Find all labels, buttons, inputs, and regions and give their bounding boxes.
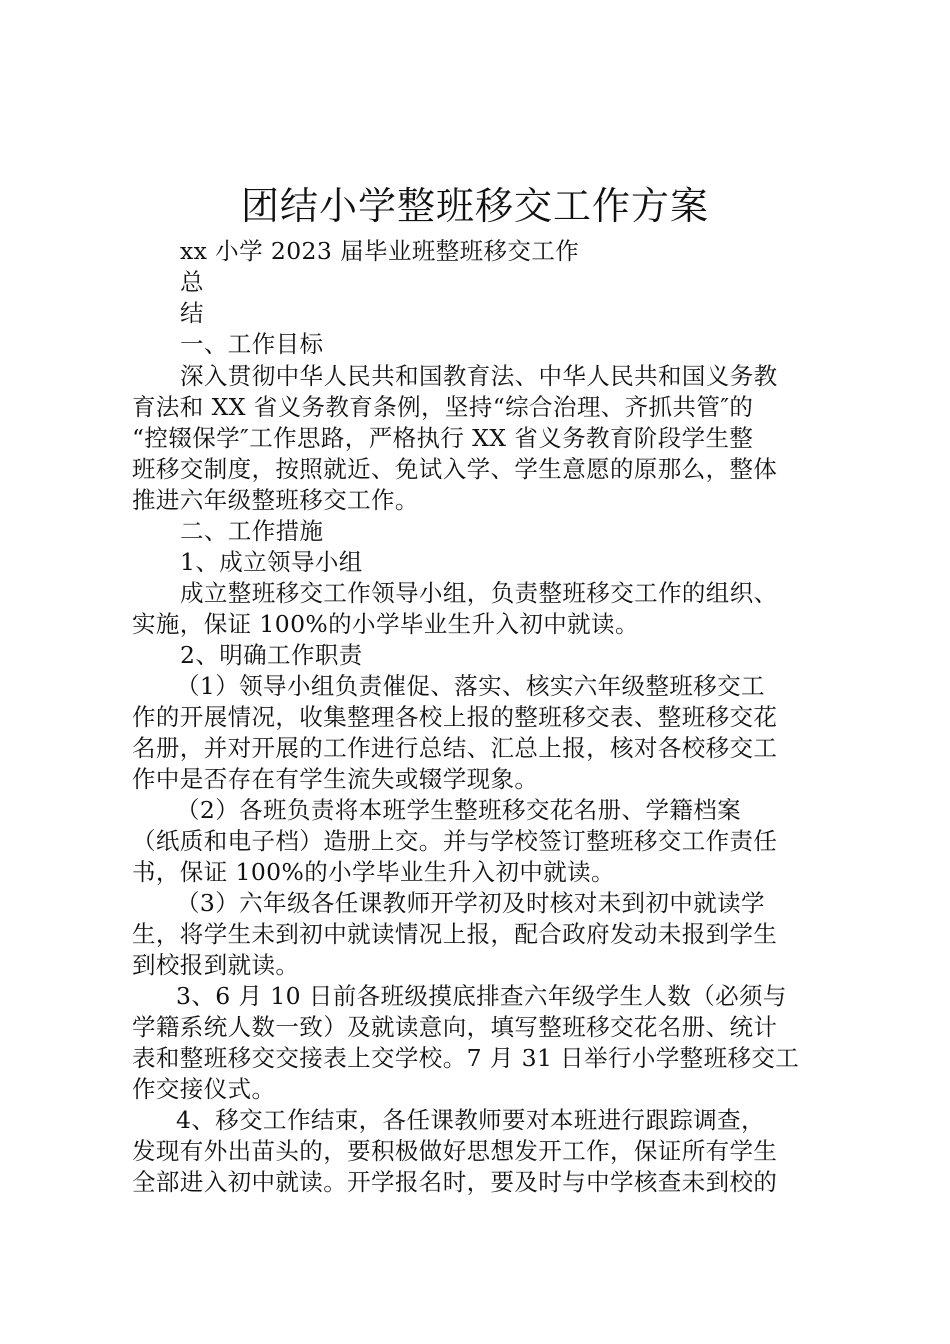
text-line: 作交接仪式。: [132, 1075, 276, 1103]
text-line: 全部进入初中就读。开学报名时，要及时与中学核查未到校的: [132, 1168, 778, 1196]
subsection-heading: 1、成立领导小组: [180, 548, 363, 576]
text-line: 总: [180, 268, 204, 296]
text-line: 作的开展情况，收集整理各校上报的整班移交表、整班移交花: [132, 703, 778, 731]
text-line: xx 小学 2023 届毕业班整班移交工作: [180, 237, 580, 265]
text-line: （1）领导小组负责催促、落实、核实六年级整班移交工: [176, 672, 765, 700]
text-line: 书，保证 100%的小学毕业生升入初中就读。: [132, 858, 615, 886]
text-line: 学籍系统人数一致）及就读意向，填写整班移交花名册、统计: [132, 1013, 778, 1041]
text-line: 成立整班移交工作领导小组，负责整班移交工作的组织、: [180, 579, 778, 607]
text-line: 推进六年级整班移交工作。: [132, 486, 419, 514]
text-line: “控辍保学″工作思路，严格执行 XX 省义务教育阶段学生整: [132, 424, 754, 452]
text-line: （纸质和电子档）造册上交。并与学校签订整班移交工作责任: [132, 827, 778, 855]
text-line: 作中是否存在有学生流失或辍学现象。: [132, 765, 539, 793]
text-line: 表和整班移交交接表上交学校。7 月 31 日举行小学整班移交工: [132, 1044, 800, 1072]
subsection-heading: 2、明确工作职责: [180, 641, 363, 669]
text-line: （2）各班负责将本班学生整班移交花名册、学籍档案: [176, 796, 742, 824]
document-title: 团结小学整班移交工作方案: [240, 184, 709, 228]
text-line: （3）六年级各任课教师开学初及时核对未到初中就读学: [176, 889, 765, 917]
text-line: 深入贯彻中华人民共和国教育法、中华人民共和国义务教: [180, 362, 778, 390]
text-line: 到校报到就读。: [132, 951, 300, 979]
text-line: 班移交制度，按照就近、免试入学、学生意愿的原那么，整体: [132, 455, 778, 483]
text-line: 3、6 月 10 日前各班级摸底排查六年级学生人数（必须与: [176, 982, 787, 1010]
text-line: 生，将学生未到初中就读情况上报，配合政府发动未报到学生: [132, 920, 778, 948]
text-line: 结: [180, 299, 204, 327]
text-line: 名册，并对开展的工作进行总结、汇总上报，核对各校移交工: [132, 734, 778, 762]
section-heading: 二、工作措施: [180, 517, 324, 545]
text-line: 发现有外出苗头的，要积极做好思想发开工作，保证所有学生: [132, 1137, 778, 1165]
text-line: 实施，保证 100%的小学毕业生升入初中就读。: [132, 610, 639, 638]
text-line: 4、移交工作结束，各任课教师要对本班进行跟踪调查，: [176, 1106, 765, 1134]
text-line: 育法和 XX 省义务教育条例，坚持“综合治理、齐抓共管″的: [132, 393, 754, 421]
section-heading: 一、工作目标: [180, 330, 324, 358]
